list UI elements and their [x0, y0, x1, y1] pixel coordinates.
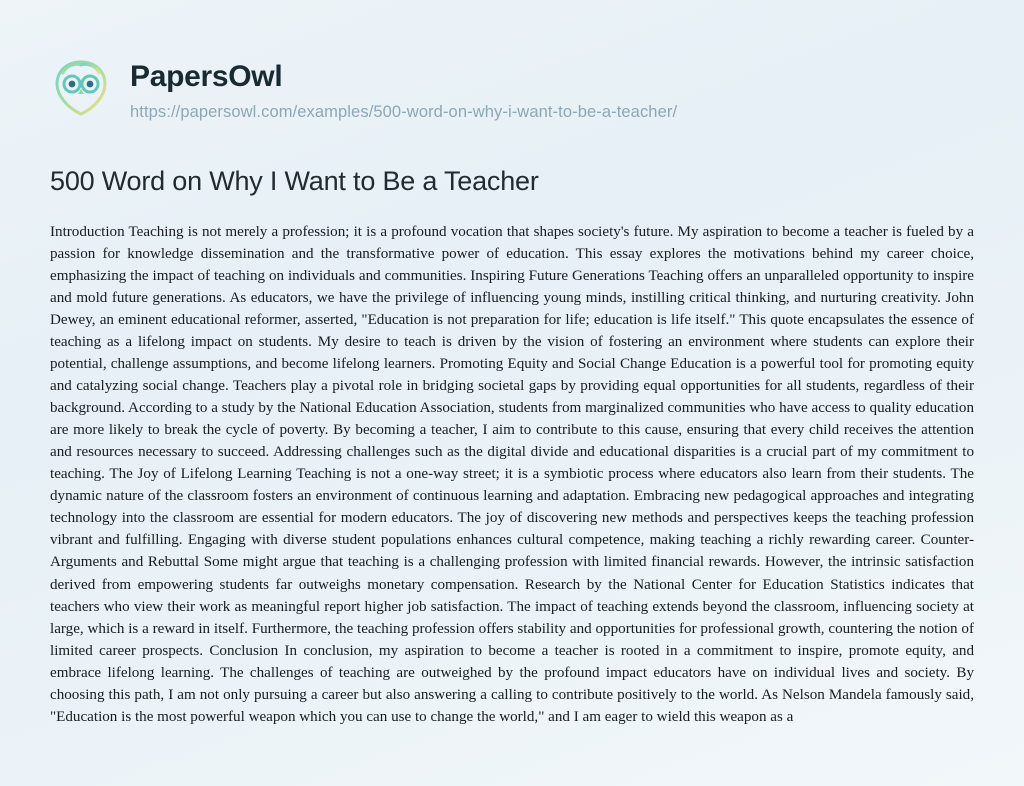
site-header: [46, 46, 978, 122]
brand-name: PapersOwl: [130, 60, 283, 93]
brand-block: [130, 46, 677, 122]
page-title: 500 Word on Why I Want to Be a Teacher: [50, 166, 539, 196]
owl-logo-icon: [50, 56, 112, 118]
document-body-text: Introduction Teaching is not merely a profession; it is a profound vocation that shapes society's future. My aspiration to become a teacher is fueled by a passion for knowledge dissemination and the transformative power of education. This essay explores the motivations behind my career choice, emphasizing the impact of teaching on individuals and communities. Inspiring Future Generations Teaching offers an unparalleled opportunity to inspire and mold future generations. As educators, we have the privilege of influencing young minds, instilling critical thinking, and nurturing creativity. John Dewey, an eminent educational reformer, asserted, "Education is not preparation for life; education is life itself." This quote encapsulates the essence of teaching as a lifelong impact on students. My desire to teach is driven by the vision of fostering an environment where students can explore their potential, challenge assumptions, and become lifelong learners. Promoting Equity and Social Change Education is a powerful tool for promoting equity and catalyzing social change. Teachers play a pivotal role in bridging societal gaps by providing equal opportunities for all students, regardless of their background. According to a study by the National Education Association, students from marginalized communities who have access to quality education are more likely to break the cycle of poverty. By becoming a teacher, I aim to contribute to this cause, ensuring that every child receives the attention and resources necessary to succeed. Addressing challenges such as the digital divide and educational disparities is a crucial part of my commitment to teaching. The Joy of Lifelong Learning Teaching is not a one-way street; it is a symbiotic process where educators also learn from their students. The dynamic nature of the classroom fosters an environment of continuous learning and adaptation. Embracing new pedagogical approaches and integrating technology into the classroom are essential for modern educators. The joy of discovering new methods and perspectives keeps the teaching profession vibrant and fulfilling. Engaging with diverse student populations enhances cultural competence, making teaching a richly rewarding career. Counter-Arguments and Rebuttal Some might argue that teaching is a challenging profession with limited financial rewards. However, the intrinsic satisfaction derived from empowering students far outweighs monetary compensation. Research by the National Center for Education Statistics indicates that teachers who view their work as meaningful report higher job satisfaction. The impact of teaching extends beyond the classroom, influencing society at large, which is a reward in itself. Furthermore, the teaching profession offers stability and opportunities for professional growth, countering the notion of limited career prospects. Conclusion In conclusion, my aspiration to become a teacher is rooted in a commitment to inspire, promote equity, and embrace lifelong learning. The challenges of teaching are outweighed by the profound impact educators have on individual lives and society. By choosing this path, I am not only pursuing a career but also answering a calling to contribute positively to the world. As Nelson Mandela famously said, "Education is the most powerful weapon which you can use to change the world," and I am eager to wield this weapon as a: [50, 224, 974, 725]
source-url[interactable]: https://papersowl.com/examples/500-word-on-why-i-want-to-be-a-teacher/: [130, 103, 678, 121]
